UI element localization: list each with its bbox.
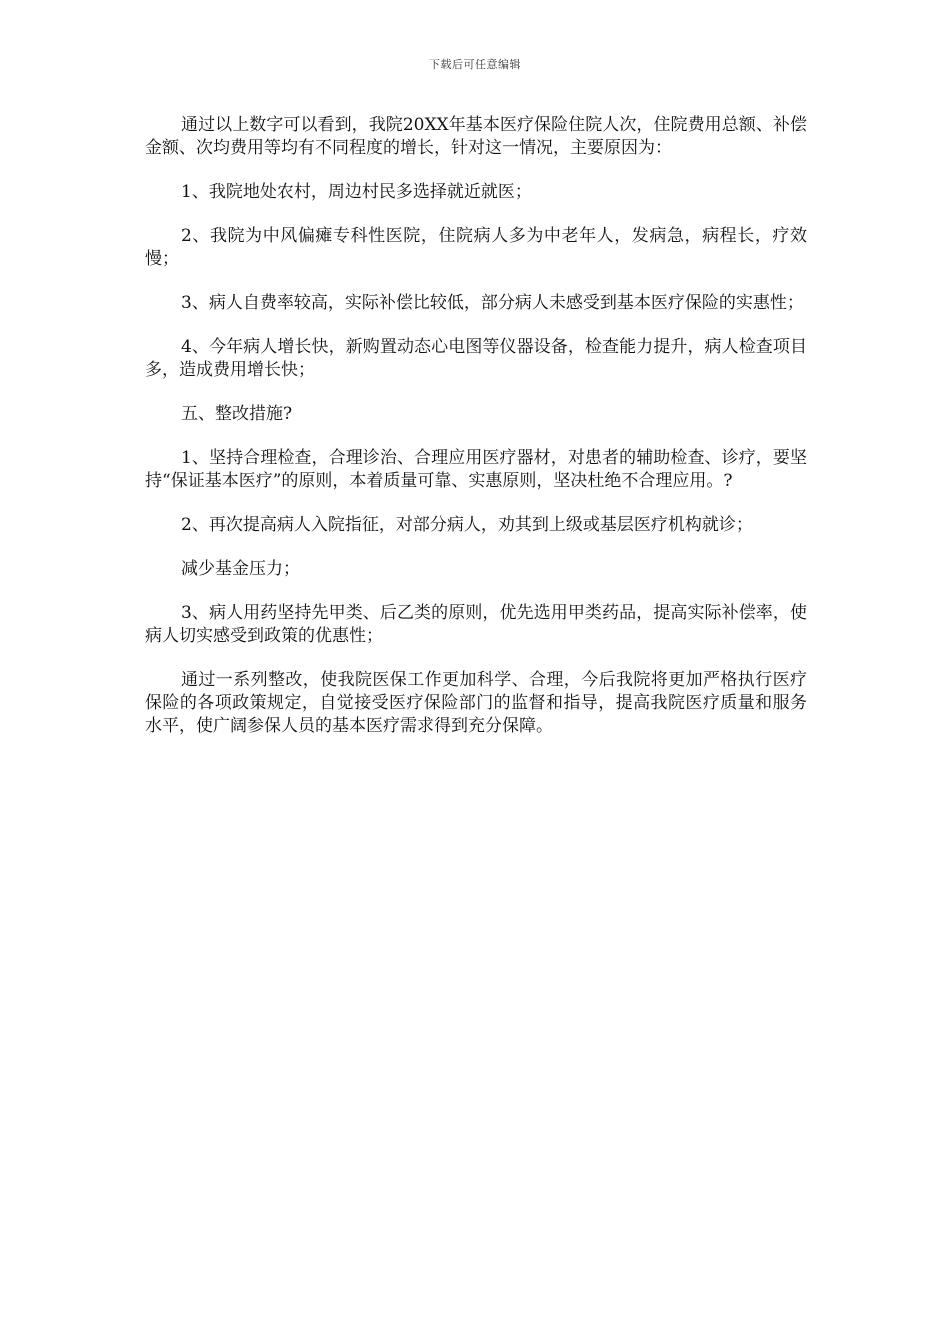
paragraph-intro: 通过以上数字可以看到，我院20XX年基本医疗保险住院人次，住院费用总额、补偿金额、次均费用等均有不同程度的增长，针对这一情况，主要原因为：: [145, 115, 807, 158]
paragraph-fund-pressure: 减少基金压力；: [181, 559, 300, 579]
paragraph-measure-3: 3、病人用药坚持先甲类、后乙类的原则，优先选用甲类药品，提高实际补偿率，使病人切实感受到政策的优惠性；: [145, 603, 807, 646]
section-heading-measures: 五、整改措施?: [181, 404, 293, 424]
paragraph-reason-4: 4、今年病人增长快，新购置动态心电图等仪器设备，检查能力提升，病人检查项目多，造成费用增长快；: [145, 337, 807, 380]
paragraph-measure-2: 2、再次提高病人入院指征，对部分病人，劝其到上级或基层医疗机构就诊；: [181, 515, 753, 535]
paragraph-reason-3: 3、病人自费率较高，实际补偿比较低，部分病人未感受到基本医疗保险的实惠性；: [181, 293, 804, 313]
paragraph-reason-2: 2、我院为中风偏瘫专科性医院，住院病人多为中老年人，发病急，病程长，疗效慢；: [145, 226, 807, 269]
document-body: [145, 114, 807, 759]
paragraph-conclusion: 通过一系列整改，使我院医保工作更加科学、合理，今后我院将更加严格执行医疗保险的各项政策规定，自觉接受医疗保险部门的监督和指导，提高我院医疗质量和服务水平，使广阔参保人员的基本医疗需求得到充分保障。: [145, 670, 807, 736]
page-header: 下载后可任意编辑: [429, 58, 521, 71]
paragraph-reason-1: 1、我院地处农村，周边村民多选择就近就医；: [181, 182, 532, 202]
paragraph-measure-1: 1、坚持合理检查，合理诊治、合理应用医疗器材，对患者的辅助检查、诊疗，要坚持“保证基本医疗”的原则，本着质量可靠、实惠原则，坚决杜绝不合理应用。?: [145, 448, 807, 491]
